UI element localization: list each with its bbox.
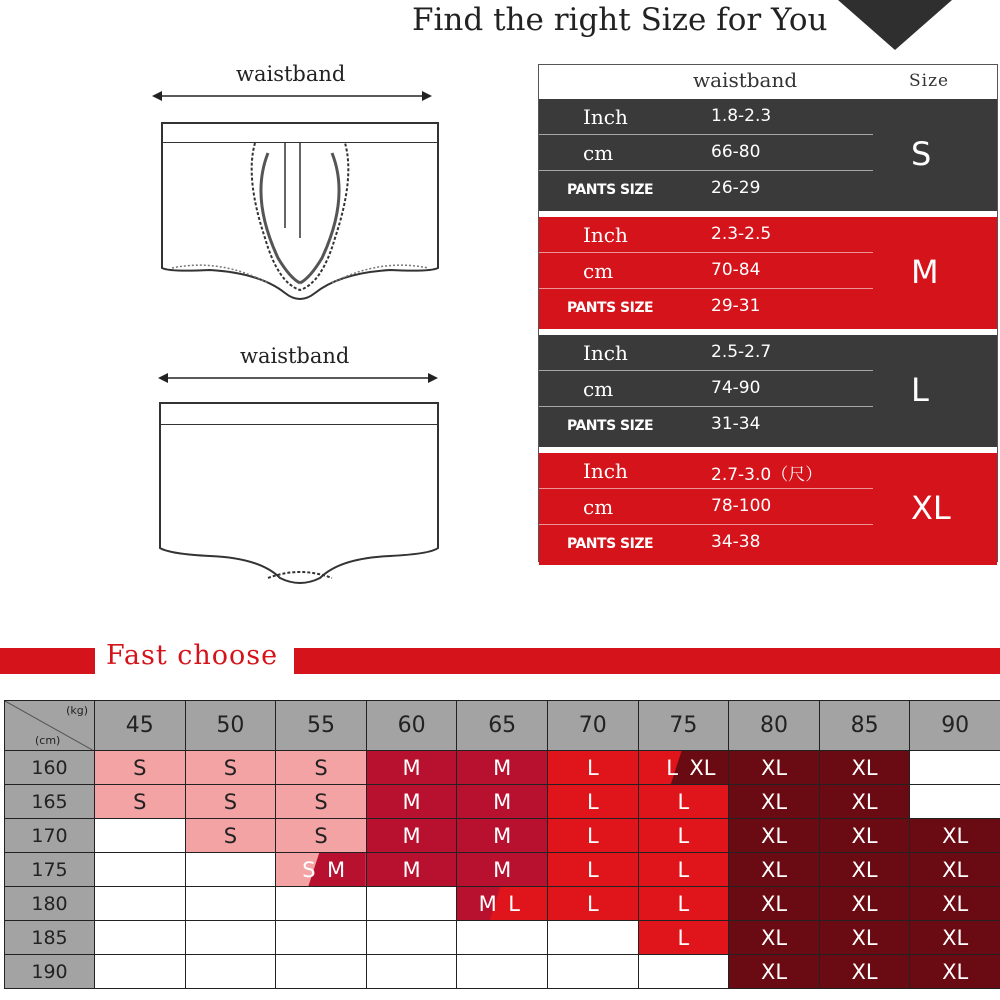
size-cell (275, 852, 367, 887)
size-cell (909, 750, 1000, 785)
size-cell: S (275, 750, 367, 785)
height-header: 175 (4, 852, 95, 887)
size-cell: XL (819, 886, 911, 921)
row-label: cm (583, 495, 614, 519)
row-value: 1.8-2.3 (711, 106, 772, 126)
size-cell (94, 852, 186, 887)
size-cell: XL (728, 784, 820, 819)
waistband-label-bottom: waistband (240, 344, 350, 368)
row-label: PANTS SIZE (567, 536, 654, 552)
size-group-s (539, 99, 997, 211)
height-unit-label: (cm) (35, 734, 61, 747)
row-value: 78-100 (711, 496, 772, 516)
size-row-pants (539, 171, 873, 207)
row-label: PANTS SIZE (567, 300, 654, 316)
header-waistband: waistband (693, 68, 798, 92)
size-cell (185, 852, 277, 887)
brief-diagram-back (150, 398, 450, 598)
size-cell (185, 920, 277, 955)
weight-header: 70 (547, 700, 639, 751)
size-cell (366, 920, 458, 955)
weight-header: 85 (819, 700, 911, 751)
size-cell: L (638, 886, 730, 921)
size-cell: XL (909, 920, 1000, 955)
weight-header: 45 (94, 700, 186, 751)
row-label: Inch (583, 341, 628, 365)
size-cell: L (638, 784, 730, 819)
size-cell: L (547, 886, 639, 921)
header-size: Size (909, 71, 950, 91)
size-cell (638, 750, 730, 785)
size-row-inch (539, 217, 873, 253)
size-cell (275, 886, 367, 921)
size-cell: XL (728, 852, 820, 887)
size-cell: M (366, 750, 458, 785)
size-cell: XL (728, 886, 820, 921)
height-header: 185 (4, 920, 95, 955)
size-cell (366, 886, 458, 921)
size-cell: L (638, 920, 730, 955)
row-label: Inch (583, 459, 628, 483)
waistband-arrow-bottom (158, 368, 438, 388)
size-cell: L (547, 852, 639, 887)
size-cell (94, 954, 186, 989)
size-table-header (539, 65, 997, 99)
height-header: 190 (4, 954, 95, 989)
row-value: 26-29 (711, 178, 761, 198)
size-cell: M (366, 852, 458, 887)
size-cell (638, 954, 730, 989)
size-cell (456, 920, 548, 955)
row-value: 74-90 (711, 378, 761, 398)
size-cell: M (456, 818, 548, 853)
size-row-inch (539, 99, 873, 135)
size-cell: XL (909, 954, 1000, 989)
size-table (538, 64, 998, 562)
size-cell: M (366, 818, 458, 853)
row-label: cm (583, 259, 614, 283)
weight-header: 50 (185, 700, 277, 751)
page-title: Find the right Size for You (412, 2, 828, 38)
size-cell (94, 818, 186, 853)
size-cell: L (638, 852, 730, 887)
size-cell: L (547, 818, 639, 853)
height-header: 170 (4, 818, 95, 853)
size-cell (547, 920, 639, 955)
size-cell (456, 886, 548, 921)
grid-corner (4, 700, 95, 751)
size-row-inch (539, 335, 873, 371)
size-cell: L (638, 818, 730, 853)
row-value: 2.5-2.7 (711, 342, 772, 362)
size-letter: L (911, 371, 929, 409)
size-cell (547, 954, 639, 989)
fast-choose-bar-right (294, 648, 1000, 674)
size-cell: S (275, 784, 367, 819)
size-cell (456, 954, 548, 989)
waistband-label-top: waistband (236, 62, 346, 86)
height-header: 180 (4, 886, 95, 921)
size-cell: XL (819, 818, 911, 853)
row-label: PANTS SIZE (567, 182, 654, 198)
size-label: M (326, 857, 346, 882)
size-cell: XL (728, 920, 820, 955)
row-label: Inch (583, 105, 628, 129)
weight-header: 90 (909, 700, 1000, 751)
size-label: XL (689, 755, 716, 780)
size-cell (94, 920, 186, 955)
size-row-pants (539, 525, 873, 561)
size-cell: S (94, 784, 186, 819)
size-cell (94, 886, 186, 921)
size-label: S (302, 857, 316, 882)
weight-header: 60 (366, 700, 458, 751)
size-cell: L (547, 784, 639, 819)
size-cell (275, 954, 367, 989)
fast-choose-bar-left (0, 648, 95, 674)
size-letter: M (911, 253, 939, 291)
size-cell: XL (819, 920, 911, 955)
size-group-xl (539, 453, 997, 565)
fast-choose-grid (0, 700, 1000, 1000)
weight-unit-label: (kg) (66, 704, 88, 717)
size-cell: XL (819, 784, 911, 819)
corner-triangle-decoration (838, 0, 952, 50)
row-value: 2.3-2.5 (711, 224, 772, 244)
size-letter: XL (911, 489, 951, 527)
row-value: 31-34 (711, 414, 761, 434)
size-cell: M (456, 750, 548, 785)
size-cell: M (366, 784, 458, 819)
size-cell (185, 886, 277, 921)
size-row-cm (539, 371, 873, 407)
size-letter: S (911, 135, 932, 173)
waistband-arrow-top (152, 86, 432, 106)
size-label: L (508, 891, 520, 916)
size-row-cm (539, 253, 873, 289)
size-cell: S (185, 784, 277, 819)
row-value: 66-80 (711, 142, 761, 162)
size-cell: XL (909, 818, 1000, 853)
row-label: PANTS SIZE (567, 418, 654, 434)
size-row-inch (539, 453, 873, 489)
size-cell: S (185, 750, 277, 785)
size-cell: XL (819, 954, 911, 989)
weight-header: 75 (638, 700, 730, 751)
size-cell: S (185, 818, 277, 853)
size-row-cm (539, 135, 873, 171)
brief-diagram-front (150, 118, 450, 318)
size-group-m (539, 217, 997, 329)
fast-choose-title: Fast choose (106, 640, 279, 671)
size-cell: XL (728, 954, 820, 989)
size-cell: M (456, 784, 548, 819)
weight-header: 65 (456, 700, 548, 751)
row-value: 2.7-3.0（尺） (711, 465, 823, 485)
size-cell: S (94, 750, 186, 785)
row-value: 34-38 (711, 532, 761, 552)
size-cell (366, 954, 458, 989)
size-cell: XL (909, 886, 1000, 921)
size-cell: XL (819, 852, 911, 887)
size-row-cm (539, 489, 873, 525)
row-value: 70-84 (711, 260, 761, 280)
height-header: 165 (4, 784, 95, 819)
size-cell: S (275, 818, 367, 853)
size-row-pants (539, 407, 873, 443)
size-label: L (666, 755, 678, 780)
weight-header: 80 (728, 700, 820, 751)
row-value: 29-31 (711, 296, 761, 316)
row-label: Inch (583, 223, 628, 247)
size-cell: XL (819, 750, 911, 785)
size-cell (275, 920, 367, 955)
size-cell: XL (909, 852, 1000, 887)
size-cell: XL (728, 818, 820, 853)
size-row-pants (539, 289, 873, 325)
size-cell (185, 954, 277, 989)
size-cell: M (456, 852, 548, 887)
row-label: cm (583, 141, 614, 165)
size-cell: XL (728, 750, 820, 785)
weight-header: 55 (275, 700, 367, 751)
row-label: cm (583, 377, 614, 401)
size-group-l (539, 335, 997, 447)
height-header: 160 (4, 750, 95, 785)
size-cell: L (547, 750, 639, 785)
size-cell (909, 784, 1000, 819)
size-label: M (478, 891, 497, 916)
